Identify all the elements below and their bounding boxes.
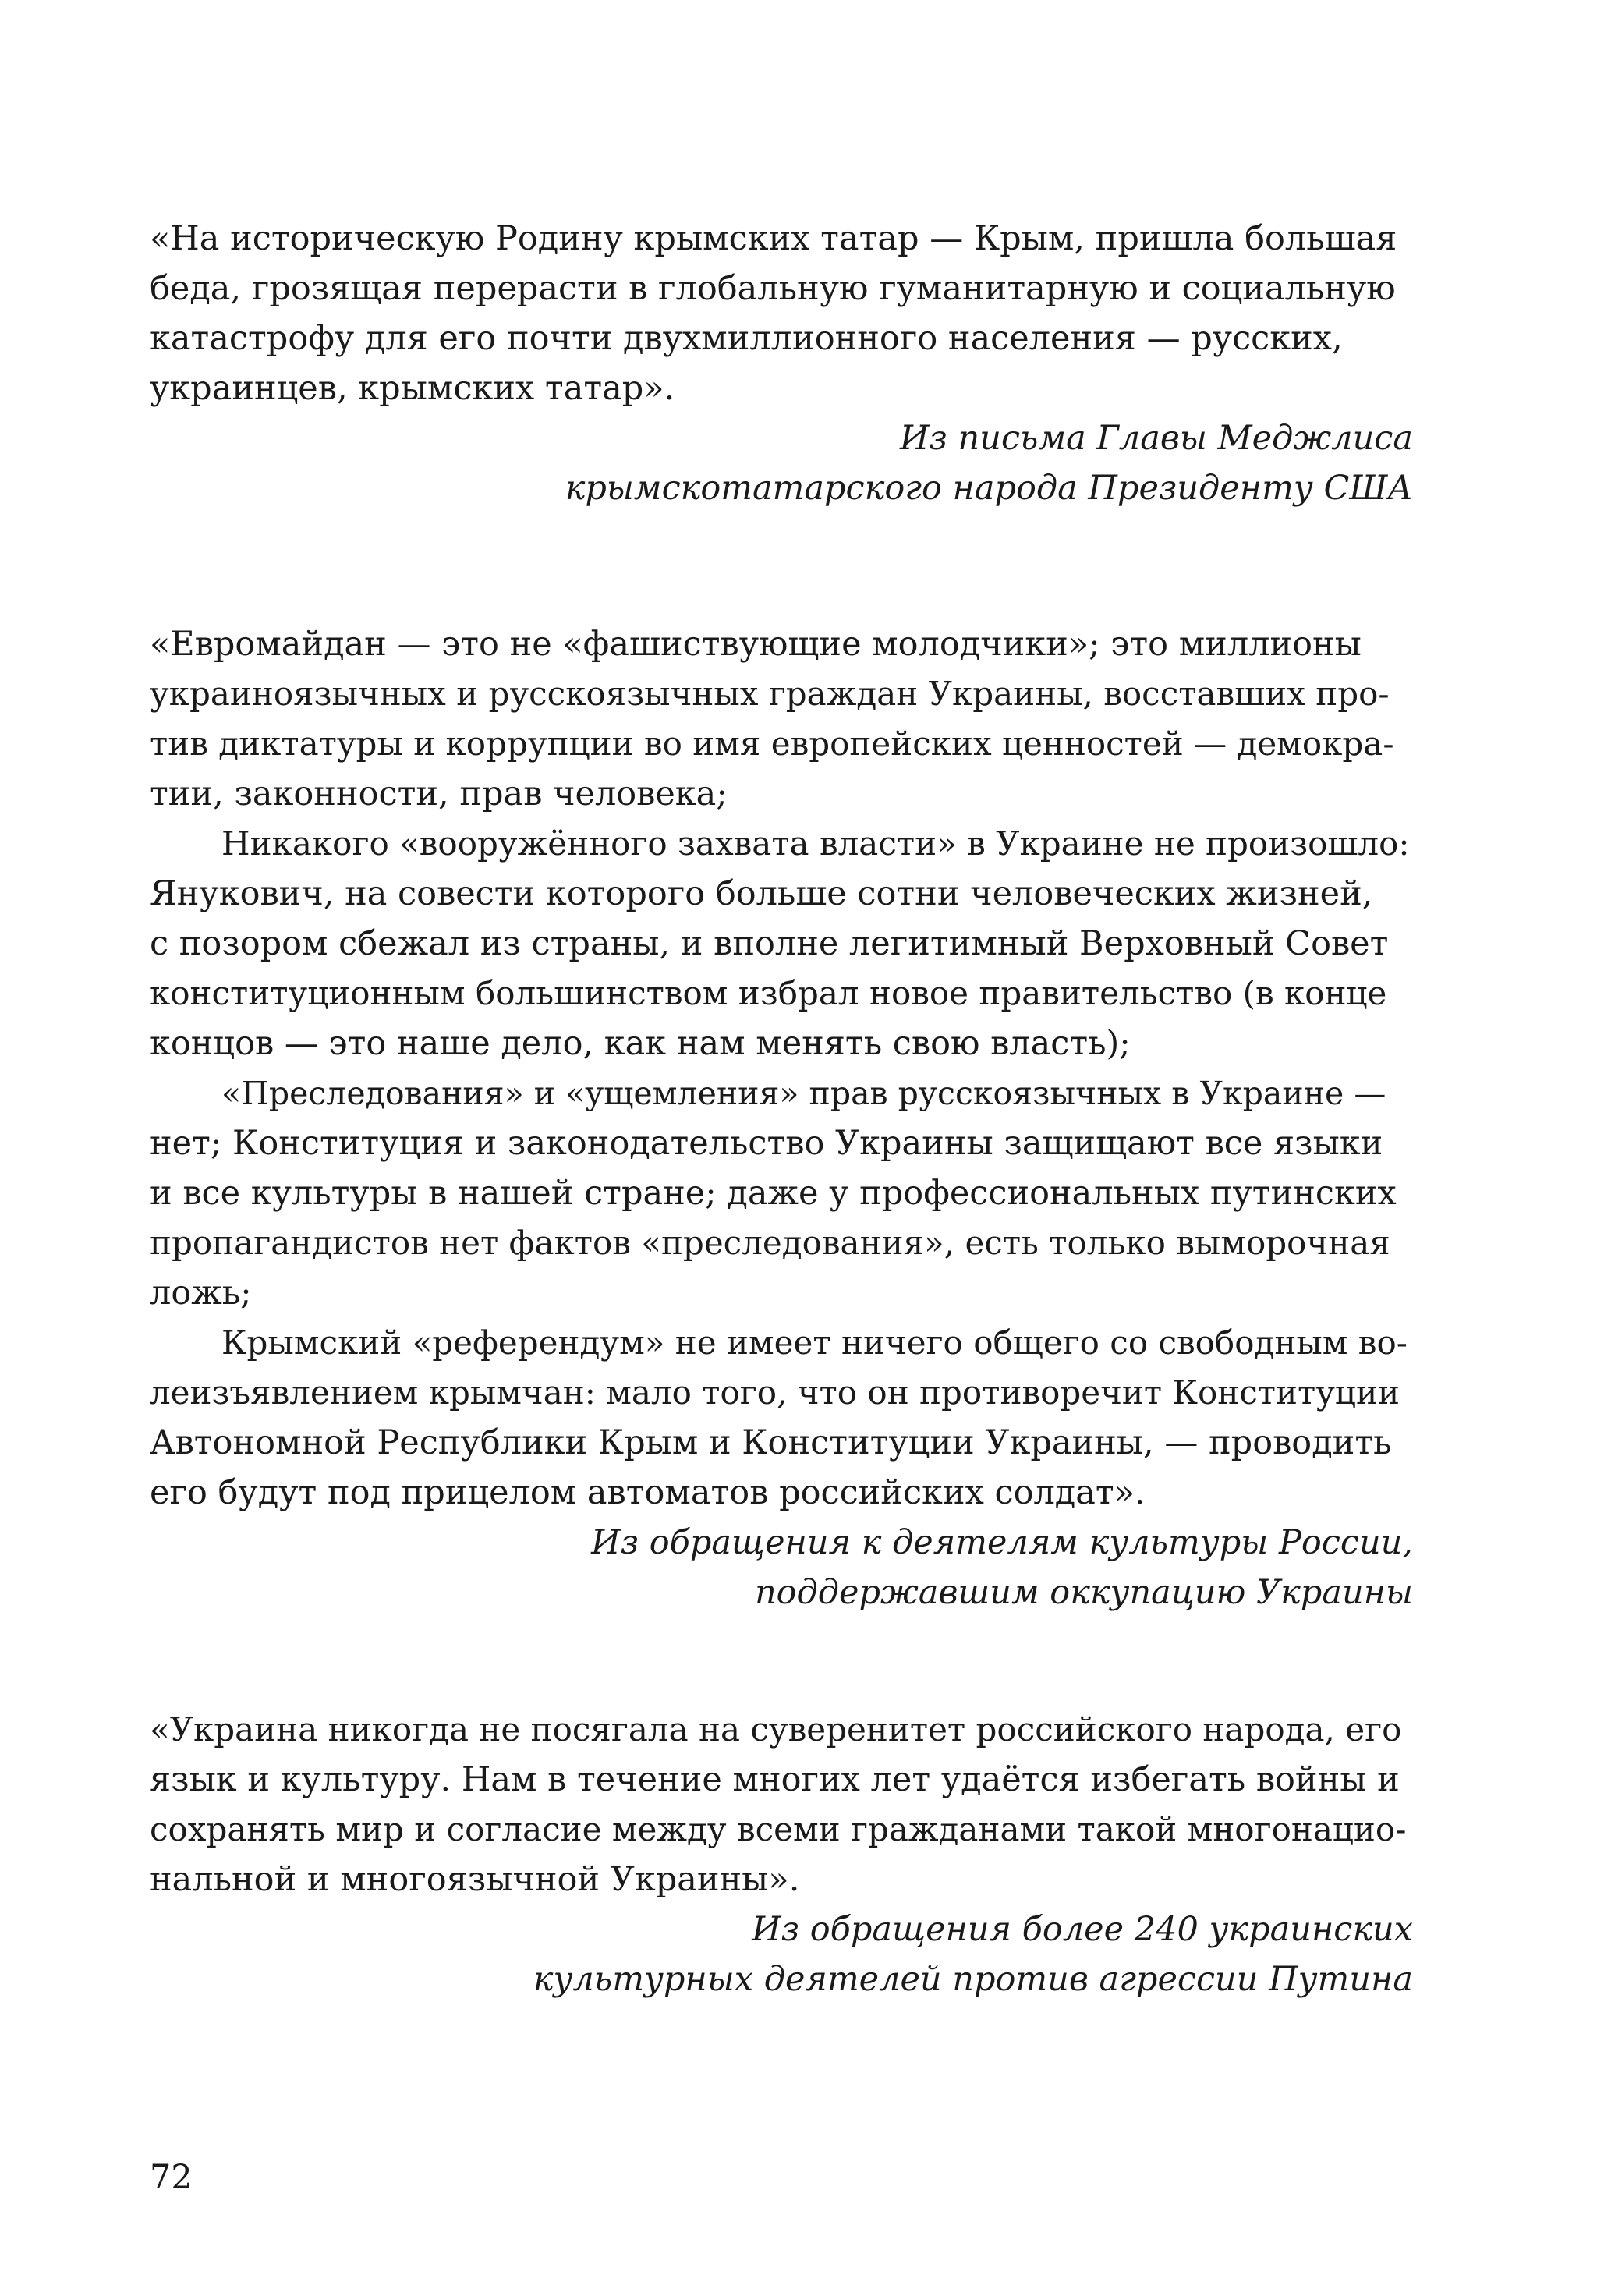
- quote-line: «Украина никогда не посягала на суверенитет российского народа, его: [150, 1710, 1402, 1749]
- quote-line: «Евромайдан — это не «фашиствующие молодчики»; это миллионы: [150, 625, 1362, 664]
- quote-line: сохранять мир и согласие между всеми гражданами такой многонацио-: [150, 1810, 1407, 1848]
- page-number: 72: [150, 2158, 193, 2197]
- quote-line: конституционным большинством избрал новое правительство (в конце: [150, 974, 1387, 1012]
- quote-line: леизъявлением крымчан: мало того, что он противоречит Конституции: [150, 1373, 1400, 1412]
- quote-line: «Преследования» и «ущемления» прав русскоязычных в Украине —: [221, 1075, 1386, 1112]
- quote-attribution: крымскотатарского народа Президенту США: [565, 469, 1413, 508]
- quote-line: и все культуры в нашей стране; даже у профессиональных путинских: [150, 1174, 1397, 1213]
- quote-block-1: [150, 214, 1413, 513]
- quote-line: катастрофу для его почти двухмиллионного населения — русских,: [150, 319, 1343, 358]
- quote-line: с позором сбежал из страны, и вполне легитимный Верховный Совет: [150, 924, 1389, 963]
- quote-attribution: Из обращения к деятелям культуры России,: [591, 1523, 1413, 1562]
- quote-attribution: поддержавшим оккупацию Украины: [754, 1573, 1413, 1612]
- quote-line: концов — это наше дело, как нам менять свою власть);: [150, 1024, 1131, 1063]
- quote-attribution: Из письма Главы Меджлиса: [899, 419, 1413, 458]
- quote-block-3: [150, 1705, 1413, 2004]
- quote-line: тив диктатуры и коррупции во имя европейских ценностей — демокра-: [150, 725, 1394, 763]
- quote-line: нет; Конституция и законодательство Украины защищают все языки: [150, 1124, 1383, 1163]
- quote-line: беда, грозящая перерасти в глобальную гуманитарную и социальную: [150, 269, 1396, 308]
- quote-block-2: [150, 619, 1413, 1617]
- quote-line: украинцев, крымских татар».: [150, 369, 675, 408]
- quote-line: украиноязычных и русскоязычных граждан Украины, восставших про-: [150, 675, 1390, 713]
- quote-line: Никакого «вооружённого захвата власти» в Украине не произошло:: [221, 824, 1410, 863]
- quote-line: язык и культуру. Нам в течение многих лет удаётся избегать войны и: [150, 1760, 1400, 1799]
- quote-line: Янукович, на совести которого больше сотни человеческих жизней,: [150, 874, 1373, 913]
- quote-line: «На историческую Родину крымских татар — Крым, пришла большая: [150, 219, 1397, 258]
- quote-line: Крымский «референдум» не имеет ничего общего со свободным во-: [221, 1323, 1408, 1362]
- quote-line: тии, законности, прав человека;: [150, 774, 728, 813]
- quote-line: ложь;: [150, 1274, 252, 1313]
- quote-attribution: Из обращения более 240 украинских: [752, 1910, 1413, 1949]
- quote-line: нальной и многоязычной Украины».: [150, 1860, 800, 1899]
- quote-line: Автономной Республики Крым и Конституции Украины, — проводить: [150, 1423, 1392, 1462]
- quote-line: его будут под прицелом автоматов российских солдат».: [150, 1473, 1146, 1512]
- quote-line: пропагандистов нет фактов «преследования», есть только выморочная: [150, 1224, 1390, 1262]
- quote-attribution: культурных деятелей против агрессии Путина: [533, 1960, 1413, 1999]
